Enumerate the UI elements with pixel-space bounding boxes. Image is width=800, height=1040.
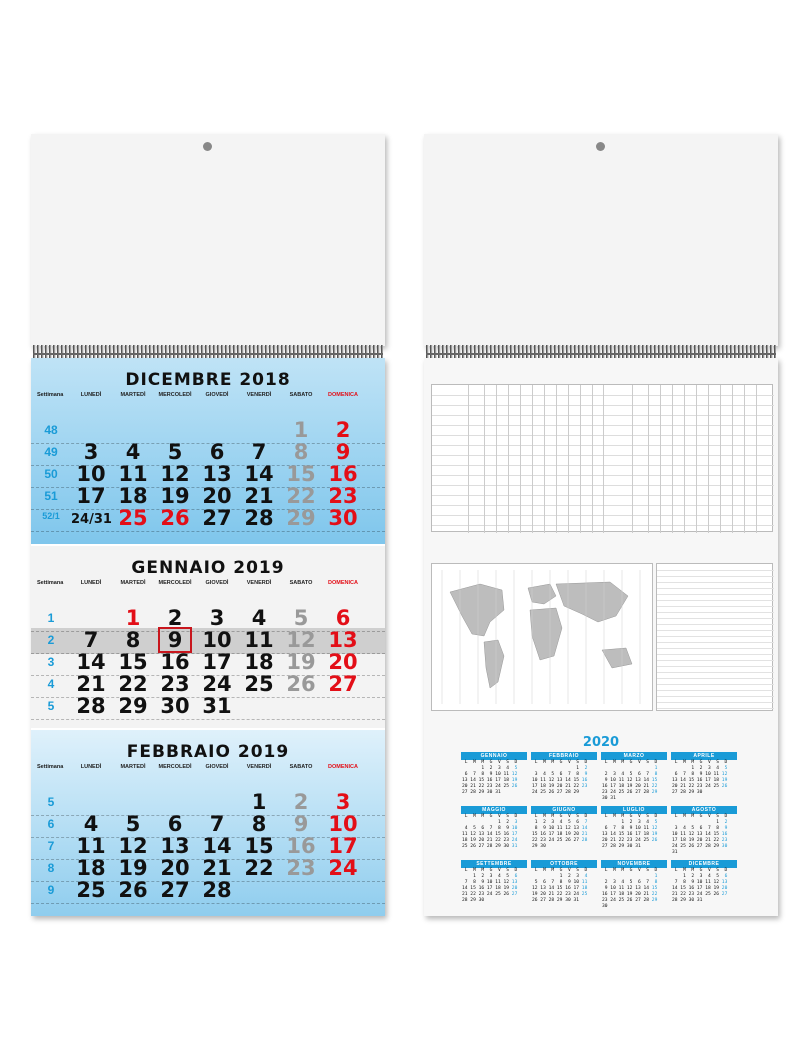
weekday-header: DOMENICA xyxy=(328,580,358,586)
week-number: 8 xyxy=(47,861,55,875)
day-number[interactable]: 5 xyxy=(293,606,309,630)
week-row xyxy=(31,508,385,532)
day-number[interactable]: 9 xyxy=(335,440,351,464)
week-number: 3 xyxy=(47,655,55,669)
mini-month-title: FEBBRAIO xyxy=(531,752,597,760)
day-number[interactable]: 4 xyxy=(251,606,267,630)
day-number[interactable]: 27 xyxy=(328,672,358,696)
weekday-header: SABATO xyxy=(289,392,313,398)
right-calendar-header-sheet xyxy=(424,134,778,346)
mini-month-2020 xyxy=(601,806,667,850)
day-number[interactable]: 26 xyxy=(160,506,190,530)
weekday-header: MARTEDÌ xyxy=(120,580,146,586)
day-number[interactable]: 22 xyxy=(286,484,316,508)
mini-month-grid: L M M G V S D 1 2 3 4 5 6 7 8 9 10 11 12 13 14 15 16 17 18 19 20 21 22 23 24 25 26 27 28 29 30 xyxy=(462,868,521,903)
mini-month-2020 xyxy=(671,752,737,796)
week-number: 5 xyxy=(47,795,55,809)
day-number[interactable]: 23 xyxy=(286,856,316,880)
day-number[interactable]: 3 xyxy=(335,790,351,814)
mini-month-2020 xyxy=(531,752,597,796)
weekday-header: SABATO xyxy=(289,764,313,770)
world-cities-time-list xyxy=(656,563,773,711)
table-rule xyxy=(632,385,633,533)
day-number[interactable]: 27 xyxy=(160,878,190,902)
month-title: FEBBRAIO 2019 xyxy=(126,742,290,762)
week-row xyxy=(31,880,385,904)
week-number: 49 xyxy=(44,445,58,459)
day-number[interactable]: 24 xyxy=(202,672,232,696)
day-number[interactable]: 10 xyxy=(76,462,106,486)
weekday-header-row xyxy=(31,392,385,412)
day-number[interactable]: 7 xyxy=(209,812,225,836)
day-number[interactable]: 6 xyxy=(167,812,183,836)
table-rule xyxy=(657,618,774,619)
weekday-header: Settimana xyxy=(37,392,64,398)
table-rule xyxy=(657,696,774,697)
mini-month-grid: L M M G V S D 1 2 3 4 5 6 7 8 9 10 11 12 13 14 15 16 17 18 19 20 21 22 23 24 25 26 27 28 29 30 xyxy=(672,760,731,795)
mini-month-grid: L M M G V S D 1 2 3 4 5 6 7 8 9 10 11 12 13 14 15 16 17 18 19 20 21 22 23 24 25 26 27 28 29 30 31 xyxy=(602,760,661,801)
weekday-header: MARTEDÌ xyxy=(120,392,146,398)
day-number[interactable]: 8 xyxy=(251,812,267,836)
day-number[interactable]: 16 xyxy=(328,462,358,486)
mini-month-2020 xyxy=(531,860,597,904)
mini-month-grid: L M M G V S D 1 2 3 4 5 6 7 8 9 10 11 12 13 14 15 16 17 18 19 20 21 22 23 24 25 26 27 28 29 30 xyxy=(602,868,661,909)
day-number[interactable]: 21 xyxy=(76,672,106,696)
mini-month-grid: L M M G V S D 1 2 3 4 5 6 7 8 9 10 11 12 13 14 15 16 17 18 19 20 21 22 23 24 25 26 27 28 29 30 31 xyxy=(532,868,591,903)
table-rule xyxy=(657,600,774,601)
mini-month-grid: L M M G V S D 1 2 3 4 5 6 7 8 9 10 11 12 13 14 15 16 17 18 19 20 21 22 23 24 25 26 27 28 29 30 31 xyxy=(462,760,521,795)
day-number[interactable]: 25 xyxy=(118,506,148,530)
weekday-header: VENERDÌ xyxy=(246,764,272,770)
day-number[interactable]: 9 xyxy=(293,812,309,836)
day-number[interactable]: 12 xyxy=(286,628,316,652)
mini-month-title: MAGGIO xyxy=(461,806,527,814)
mini-month-2020 xyxy=(671,860,737,904)
table-rule xyxy=(657,690,774,691)
day-number[interactable]: 8 xyxy=(125,628,141,652)
mini-month-2020 xyxy=(601,860,667,909)
table-rule xyxy=(672,385,673,533)
week-number: 5 xyxy=(47,699,55,713)
day-number[interactable]: 14 xyxy=(76,650,106,674)
day-number[interactable]: 18 xyxy=(76,856,106,880)
week-number: 50 xyxy=(44,467,58,481)
day-number[interactable]: 20 xyxy=(202,484,232,508)
mini-month-2020 xyxy=(461,860,527,904)
table-rule xyxy=(657,654,774,655)
day-number[interactable]: 10 xyxy=(328,812,358,836)
table-rule xyxy=(496,385,497,533)
table-rule xyxy=(657,678,774,679)
time-zone-table xyxy=(431,384,773,532)
table-rule xyxy=(756,385,757,533)
day-number[interactable]: 31 xyxy=(202,694,232,718)
day-number[interactable]: 26 xyxy=(118,878,148,902)
weekday-header-row xyxy=(31,764,385,784)
day-number[interactable]: 20 xyxy=(160,856,190,880)
weekday-header: MERCOLEDÌ xyxy=(158,392,192,398)
day-number[interactable]: 11 xyxy=(76,834,106,858)
day-number[interactable]: 21 xyxy=(202,856,232,880)
table-rule xyxy=(744,385,745,533)
day-number[interactable]: 2 xyxy=(293,790,309,814)
mini-month-title: APRILE xyxy=(671,752,737,760)
mini-month-2020 xyxy=(531,806,597,850)
day-number[interactable]: 9 xyxy=(167,628,183,652)
week-row xyxy=(31,696,385,720)
table-rule xyxy=(657,582,774,583)
table-rule xyxy=(556,385,557,533)
day-number[interactable]: 7 xyxy=(251,440,267,464)
table-rule xyxy=(592,385,593,533)
day-number[interactable]: 23 xyxy=(328,484,358,508)
table-rule xyxy=(708,385,709,533)
day-number[interactable]: 12 xyxy=(118,834,148,858)
mini-month-2020 xyxy=(671,806,737,855)
table-rule xyxy=(520,385,521,533)
table-rule xyxy=(657,642,774,643)
mini-month-2020 xyxy=(601,752,667,801)
day-number[interactable]: 28 xyxy=(202,878,232,902)
day-number[interactable]: 1 xyxy=(125,606,141,630)
week-number: 52/1 xyxy=(42,511,60,521)
table-rule xyxy=(580,385,581,533)
day-number[interactable]: 5 xyxy=(125,812,141,836)
weekday-header: DOMENICA xyxy=(328,764,358,770)
mini-month-title: GIUGNO xyxy=(531,806,597,814)
table-rule xyxy=(657,708,774,709)
day-number[interactable]: 25 xyxy=(76,878,106,902)
table-rule xyxy=(657,588,774,589)
day-number[interactable]: 1 xyxy=(251,790,267,814)
weekday-header-row xyxy=(31,580,385,600)
mini-month-grid: L M M G V S D 1 2 3 4 5 6 7 8 9 10 11 12 13 14 15 16 17 18 19 20 21 22 23 24 25 26 27 28 29 30 31 xyxy=(602,814,661,849)
day-number[interactable]: 15 xyxy=(244,834,274,858)
year-2020-title: 2020 xyxy=(582,735,620,750)
day-number[interactable]: 18 xyxy=(244,650,274,674)
day-number[interactable]: 6 xyxy=(335,606,351,630)
week-number: 48 xyxy=(44,423,58,437)
mini-month-2020 xyxy=(461,806,527,850)
day-number[interactable]: 19 xyxy=(118,856,148,880)
mini-month-title: GENNAIO xyxy=(461,752,527,760)
day-number[interactable]: 11 xyxy=(118,462,148,486)
day-number[interactable]: 15 xyxy=(118,650,148,674)
table-rule xyxy=(657,624,774,625)
weekday-header: DOMENICA xyxy=(328,392,358,398)
day-number[interactable]: 20 xyxy=(328,650,358,674)
day-number[interactable]: 28 xyxy=(244,506,274,530)
mini-month-title: OTTOBRE xyxy=(531,860,597,868)
mini-month-grid: L M M G V S D 1 2 3 4 5 6 7 8 9 10 11 12 13 14 15 16 17 18 19 20 21 22 23 24 25 26 27 28 29 xyxy=(532,760,591,795)
table-rule xyxy=(532,385,533,533)
day-number[interactable]: 17 xyxy=(328,834,358,858)
weekday-header: SABATO xyxy=(289,580,313,586)
table-rule xyxy=(657,594,774,595)
weekday-header: MERCOLEDÌ xyxy=(158,580,192,586)
month-block xyxy=(31,358,385,544)
mini-month-title: AGOSTO xyxy=(671,806,737,814)
day-number[interactable]: 15 xyxy=(286,462,316,486)
table-rule xyxy=(660,385,661,533)
table-rule xyxy=(657,636,774,637)
table-rule xyxy=(657,672,774,673)
table-rule xyxy=(657,702,774,703)
table-rule xyxy=(657,576,774,577)
table-rule xyxy=(720,385,721,533)
table-rule xyxy=(648,385,649,533)
day-number[interactable]: 21 xyxy=(244,484,274,508)
table-rule xyxy=(696,385,697,533)
month-title: DICEMBRE 2018 xyxy=(125,370,291,390)
weekday-header: VENERDÌ xyxy=(246,392,272,398)
day-number[interactable]: 17 xyxy=(202,650,232,674)
table-rule xyxy=(657,666,774,667)
day-number[interactable]: 13 xyxy=(328,628,358,652)
table-rule xyxy=(508,385,509,533)
weekday-header: MERCOLEDÌ xyxy=(158,764,192,770)
day-number[interactable]: 1 xyxy=(293,418,309,442)
day-number[interactable]: 12 xyxy=(160,462,190,486)
weekday-header: GIOVEDÌ xyxy=(205,580,229,586)
weekday-header: LUNEDÌ xyxy=(80,580,102,586)
week-number: 4 xyxy=(47,677,55,691)
table-rule xyxy=(732,385,733,533)
today-marker xyxy=(158,627,192,653)
day-number[interactable]: 14 xyxy=(244,462,274,486)
week-number: 1 xyxy=(47,611,55,625)
table-rule xyxy=(657,648,774,649)
day-number[interactable]: 28 xyxy=(76,694,106,718)
day-number[interactable]: 5 xyxy=(167,440,183,464)
day-number[interactable]: 18 xyxy=(118,484,148,508)
day-number[interactable]: 17 xyxy=(76,484,106,508)
mini-month-grid: L M M G V S D 1 2 3 4 5 6 7 8 9 10 11 12 13 14 15 16 17 18 19 20 21 22 23 24 25 26 27 28 29 30 xyxy=(532,814,591,849)
month-title: GENNAIO 2019 xyxy=(131,558,285,578)
info-calendar-pad xyxy=(424,358,778,916)
three-month-calendar-pad xyxy=(31,358,385,916)
weekday-header: MARTEDÌ xyxy=(120,764,146,770)
mini-month-title: LUGLIO xyxy=(601,806,667,814)
week-number: 51 xyxy=(44,489,58,503)
day-number[interactable]: 30 xyxy=(328,506,358,530)
day-number[interactable]: 14 xyxy=(202,834,232,858)
table-rule xyxy=(484,385,485,533)
table-rule xyxy=(657,684,774,685)
day-number[interactable]: 24/31 xyxy=(71,512,112,527)
day-number[interactable]: 23 xyxy=(160,672,190,696)
day-number[interactable]: 25 xyxy=(244,672,274,696)
day-number[interactable]: 2 xyxy=(167,606,183,630)
day-number[interactable]: 11 xyxy=(244,628,274,652)
day-number[interactable]: 22 xyxy=(118,672,148,696)
mini-month-2020 xyxy=(461,752,527,796)
day-number[interactable]: 2 xyxy=(335,418,351,442)
day-number[interactable]: 10 xyxy=(202,628,232,652)
hanging-hole xyxy=(596,142,605,151)
mini-month-title: MARZO xyxy=(601,752,667,760)
table-rule xyxy=(657,570,774,571)
day-number[interactable]: 7 xyxy=(83,628,99,652)
table-rule xyxy=(544,385,545,533)
week-number: 6 xyxy=(47,817,55,831)
weekday-header: GIOVEDÌ xyxy=(205,764,229,770)
week-number: 9 xyxy=(47,883,55,897)
day-number[interactable]: 24 xyxy=(328,856,358,880)
month-block xyxy=(31,730,385,916)
table-rule xyxy=(468,385,469,533)
day-number[interactable]: 3 xyxy=(209,606,225,630)
day-number[interactable]: 13 xyxy=(202,462,232,486)
day-number[interactable]: 27 xyxy=(202,506,232,530)
mini-month-title: DICEMBRE xyxy=(671,860,737,868)
day-number[interactable]: 3 xyxy=(83,440,99,464)
weekday-header: GIOVEDÌ xyxy=(205,392,229,398)
table-rule xyxy=(603,385,604,533)
mini-month-grid: L M M G V S D 1 2 3 4 5 6 7 8 9 10 11 12 13 14 15 16 17 18 19 20 21 22 23 24 25 26 27 28 29 30 31 xyxy=(462,814,521,849)
week-number: 2 xyxy=(47,633,55,647)
left-calendar-header-sheet xyxy=(31,134,385,346)
day-number[interactable]: 29 xyxy=(286,506,316,530)
table-rule xyxy=(684,385,685,533)
weekday-header: Settimana xyxy=(37,580,64,586)
day-number[interactable]: 13 xyxy=(160,834,190,858)
day-number[interactable]: 16 xyxy=(160,650,190,674)
day-number[interactable]: 22 xyxy=(244,856,274,880)
hanging-hole xyxy=(203,142,212,151)
day-number[interactable]: 4 xyxy=(83,812,99,836)
mini-month-grid: L M M G V S D 1 2 3 4 5 6 7 8 9 10 11 12 13 14 15 16 17 18 19 20 21 22 23 24 25 26 27 28 29 30 31 xyxy=(672,814,731,855)
day-number[interactable]: 19 xyxy=(160,484,190,508)
mini-month-title: SETTEMBRE xyxy=(461,860,527,868)
table-rule xyxy=(657,606,774,607)
weekday-header: Settimana xyxy=(37,764,64,770)
day-number[interactable]: 16 xyxy=(286,834,316,858)
day-number[interactable]: 19 xyxy=(286,650,316,674)
mini-month-grid: L M M G V S D 1 2 3 4 5 6 7 8 9 10 11 12 13 14 15 16 17 18 19 20 21 22 23 24 25 26 27 28 29 30 31 xyxy=(672,868,731,903)
weekday-header: VENERDÌ xyxy=(246,580,272,586)
month-block xyxy=(31,546,385,728)
table-rule xyxy=(657,630,774,631)
day-number[interactable]: 30 xyxy=(160,694,190,718)
world-time-zone-map xyxy=(431,563,653,711)
day-number[interactable]: 8 xyxy=(293,440,309,464)
day-number[interactable]: 26 xyxy=(286,672,316,696)
day-number[interactable]: 4 xyxy=(125,440,141,464)
weekday-header: LUNEDÌ xyxy=(80,764,102,770)
day-number[interactable]: 29 xyxy=(118,694,148,718)
table-rule xyxy=(657,660,774,661)
weekday-header: LUNEDÌ xyxy=(80,392,102,398)
mini-month-title: NOVEMBRE xyxy=(601,860,667,868)
table-rule xyxy=(568,385,569,533)
day-number[interactable]: 6 xyxy=(209,440,225,464)
table-rule xyxy=(657,612,774,613)
week-number: 7 xyxy=(47,839,55,853)
